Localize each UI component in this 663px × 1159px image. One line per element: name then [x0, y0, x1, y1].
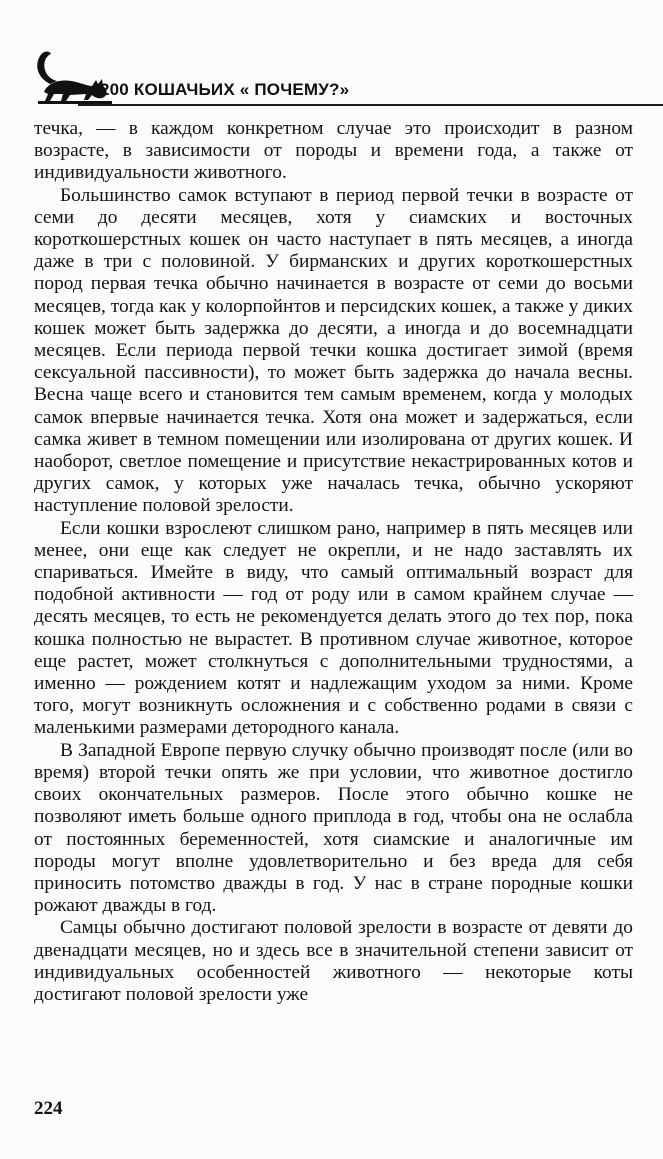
header-rule: [78, 104, 663, 106]
paragraph: В Западной Европе первую случку обычно производят после (или во время) второй течки опять же при условии, что животное достигло своих окончательных размеров. После этого обычно кошке не позволяют иметь больше одного приплода в год, чтобы она не ослабла от постоянных беременностей, хотя сиамские и аналогичные им породы могут вполне удовлетворительно и без вреда для себя приносить потомство дважды в год. У нас в стране породные кошки рожают дважды в год.: [34, 739, 633, 917]
paragraph: течка, — в каждом конкретном случае это происходит в разном возрасте, в зависимости от породы и времени года, а также от индивидуальности животного.: [34, 118, 633, 184]
body-text: [34, 118, 633, 1006]
paragraph: Если кошки взрослеют слишком рано, например в пять месяцев или менее, они еще как следует не окрепли, и не надо заставлять их спариваться. Имейте в виду, что самый оптимальный возраст для подобной активности — год от роду или в самом крайнем случае — десять месяцев, то есть не рекомендуется делать этого до тех пор, пока кошка полностью не вырастет. В противном случае животное, которое еще растет, может столкнуться с дополнительными трудностями, а именно — рождением котят и надлежащим уходом за ними. Кроме того, могут возникнуть осложнения и с собственно родами в связи с маленькими размерами детородного канала.: [34, 517, 633, 739]
running-head: 200 КОШАЧЬИХ « ПОЧЕМУ?»: [100, 80, 350, 99]
paragraph: Самцы обычно достигают половой зрелости в возрасте от девяти до двенадцати месяцев, но и здесь все в значительной степени зависит от индивидуальных особенностей животного — некоторые коты достигают половой зрелости уже: [34, 917, 633, 1005]
page-header: [30, 44, 635, 108]
page-number: 224: [34, 1098, 63, 1119]
paragraph: Большинство самок вступают в период первой течки в возрасте от семи до десяти месяцев, хотя у сиамских и восточных короткошерстных кошек он часто наступает в пять месяцев, а иногда даже в три с половиной. У бирманских и других короткошерстных пород первая течка обычно начинается в возрасте от семи до восьми месяцев, тогда как у колорпойнтов и персидских кошек, а также у диких кошек может быть задержка до десяти, а иногда и до восемнадцати месяцев. Если периода первой течки кошка достигает зимой (время сексуальной пассивности), то может быть задержка до начала весны. Весна чаще всего и становится тем самым временем, когда у молодых самок впервые начинается течка. Хотя она может и задержаться, если самка живет в темном помещении или изолирована от других кошек. И наоборот, светлое помещение и присутствие некастрированных котов и других самок, у которых уже началась течка, обычно ускоряют наступление половой зрелости.: [34, 184, 633, 517]
